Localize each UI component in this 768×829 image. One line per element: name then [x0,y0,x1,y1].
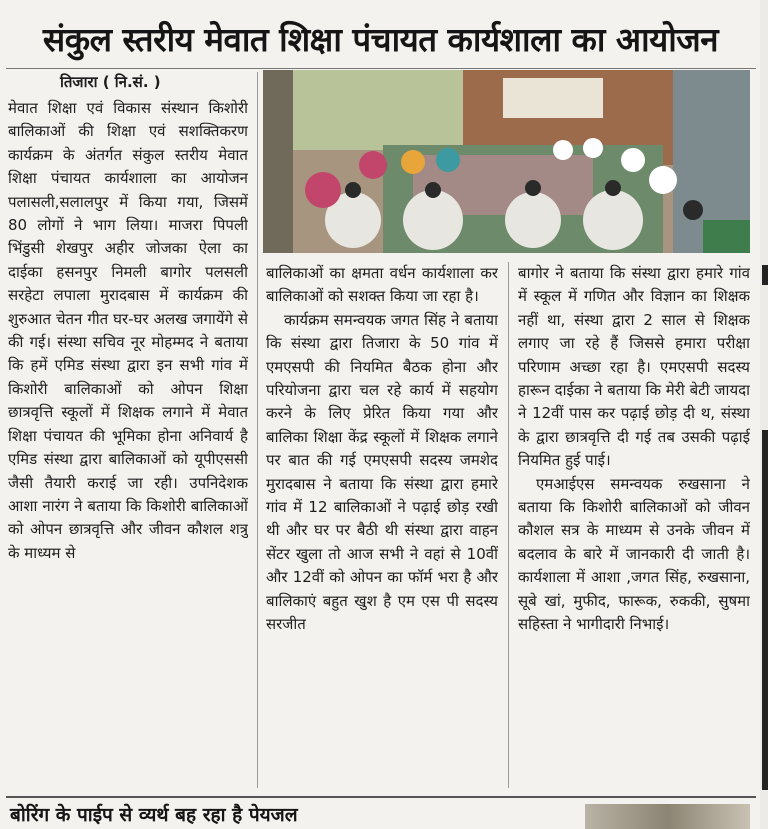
dateline: तिजारा ( नि.सं. ) [60,73,161,91]
next-article-headline: बोरिंग के पाईप से व्यर्थ बह रहा है पेयजल [10,804,298,826]
paragraph: कार्यक्रम समन्वयक जगत सिंह ने बताया कि संस्था द्वारा तिजारा के 50 गांव में एमएसपी की नियमित बैठक होना और परियोजना द्वारा चल रहे कार्य में सहयोग करने के लिए प्रेरित किया गया और बालिका शिक्षा केंद्र स्कूलों में शिक्षक लगाने पर बात की गई एमएसपी सदस्य जमशेद मुरादबास ने बताया कि संस्था द्वारा हमारे गांव में 12 बालिकाओं ने पढ़ाई छोड़ रखी थी और घर पर बैठी थी संस्था द्वारा वाहन सेंटर खुला तो आज सभी ने वहां से 10वीं और 12वीं को ओपन का फॉर्म भरा है और बालिकाएं बहुत खुश है एम एस पी सदस्य सरजीत [266,310,498,634]
section-rule [6,796,756,798]
paragraph: एमआईएस समन्वयक रुखसाना ने बताया कि किशोरी बालिकाओं को जीवन कौशल सत्र के माध्यम से उनके जीवन में बदलाव के बारे में जानकारी दी जाती है। कार्यशाला में आशा ,जगत सिंह, रुखसाना, सूबे खां, मुफीद, फारूक, रुककी, सुषमा सहिस्ता ने भागीदारी निभाई। [518,474,750,634]
paragraph: मेवात शिक्षा एवं विकास संस्थान किशोरी बालिकाओं की शिक्षा एवं सशक्तिकरण कार्यक्रम के अंतर्गत संकुल स्तरीय मेवात शिक्षा पंचायत कार्यशाला का आयोजन पलासली,सलालपुर में किया गया, जिसमें 80 लोगों ने भाग लिया। माजरा पिपली भिंडुसी शेखपुर अहीर जोजका ऐला का दाईका हसनपुर निमली बागोर पलसली सरहेटा लपाला मुरादबास में कार्यक्रम की शुरुआत चेतन गीत घर-घर अलख जगायेंगे से की गई। संस्था सचिव नूर मोहम्मद ने बताया कि हमें एमिड संस्था द्वारा इन सभी गांव में किशोरी बालिकाओं को ओपन शिक्षा छात्रवृत्ति स्कूलों में शिक्षक लगाने में मेवात शिक्षा पंचायत की भूमिका होना अनिवार्य है एमिड संस्था द्वारा बालिकाओं को यूपीएससी जैसी तैयारी कराई जा रही। उपनिदेशक आशा नारंग ने बताया कि किशोरी बालिकाओं को ओपन छात्रवृत्ति और जीवन कौशल शत्रु के माध्यम से [8,99,248,562]
next-article-photo [585,804,750,829]
column-divider [508,262,509,788]
edge-mark [762,265,768,285]
paragraph: बागोर ने बताया कि संस्था द्वारा हमारे गांव में स्कूल में गणित और विज्ञान का शिक्षक नहीं था, संस्था द्वारा 2 साल से शिक्षक लगाए जा रहे हैं जिससे हमारा परीक्षा परिणाम अच्छा रहा है। एमएसपी सदस्य हारून दाईका ने बताया कि मेरी बेटी जायदा ने 12वीं पास कर पढ़ाई छोड़ दी थ, संस्था के द्वारा छात्रवृत्ति दी गई तब उसकी पढ़ाई नियमित हुई पाई। [518,264,750,470]
edge-mark [762,430,768,790]
event-photo-illustration [263,70,750,253]
article-column-1 [8,97,248,787]
article-column-3 [518,262,750,790]
adjacent-page-edge [760,0,768,829]
article-column-2 [266,262,498,790]
column-divider [257,72,258,788]
headline: संकुल स्तरीय मेवात शिक्षा पंचायत कार्यशाला का आयोजन [42,20,719,59]
headline-rule [6,68,756,69]
event-photo [263,70,750,253]
paragraph: बालिकाओं का क्षमता वर्धन कार्यशाला कर बालिकाओं को सशक्त किया जा रहा है। [266,264,498,306]
